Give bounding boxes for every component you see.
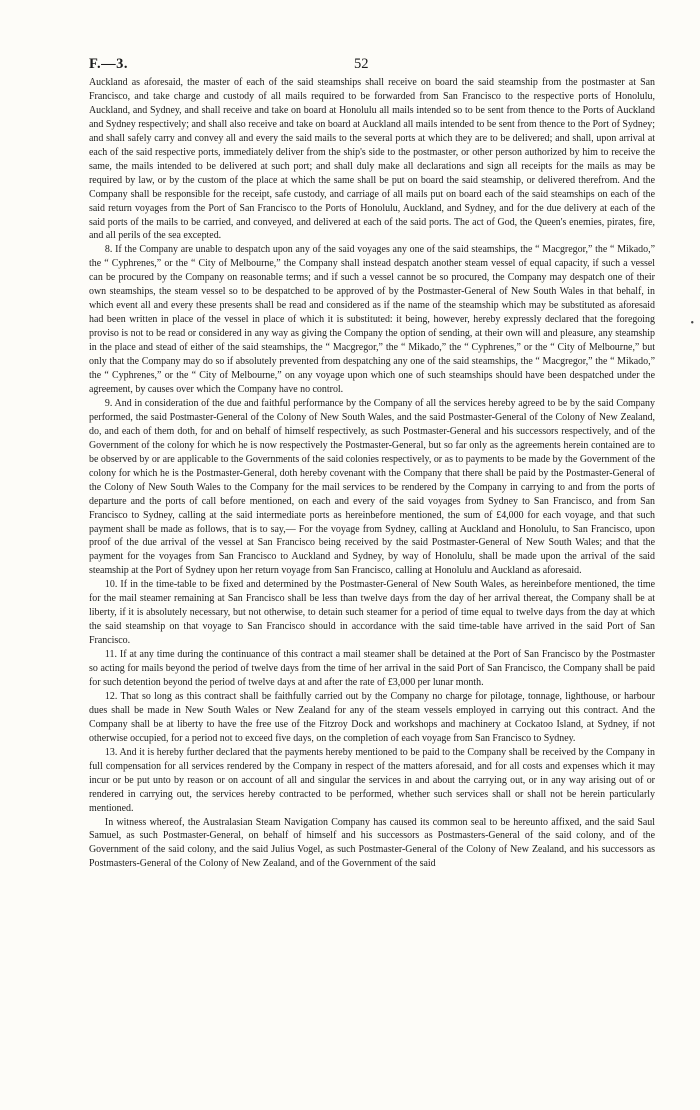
paragraph-clause-12: 12. That so long as this contract shall be faithfully carried out by the Company no charge for pilotage, tonnage, lighthouse, or harbour dues shall be made in New South Wales or New Zealand for any of the steam vessels employed in carrying out this contract. And the Company shall be at liberty to have the free use of the Fitzroy Dock and workshops and machinery at Cockatoo Island, at Sydney, if not otherwise occupied, for a period not to exceed five days, on the completion of each voyage from San Francisco to Sydney. [89, 690, 655, 744]
paragraph-clause-13: 13. And it is hereby further declared that the payments hereby mentioned to be paid to the Company shall be received by the Company in full compensation for all services rendered by the Company in respect of the matters aforesaid, and for all costs and expenses which it may incur or be put unto by reason or on account of all and singular the services in and about the carrying out, or in any way arising out of or rendered in carrying out, the services hereby contracted to be performed, whether such services shall or shall not be herein particularly mentioned. [89, 746, 655, 814]
document-reference: F.—3. [89, 56, 129, 72]
paragraph-witness: In witness whereof, the Australasian Steam Navigation Company has caused its common seal to be hereunto affixed, and the said Saul Samuel, as such Postmaster-General, on behalf of himself and his successors as Postmasters-General of the said colony, and of the Government of the said colony, and the said Julius Vogel, as such Postmaster-General of the Colony of New Zealand, and his successors as Postmasters-General of the Colony of New Zealand, and of the Government of the said [89, 816, 655, 870]
paragraph-continuation: Auckland as aforesaid, the master of each of the said steamships shall receive on board the said steamship from the postmaster at San Francisco, and take charge and custody of all mails required to be forwarded from San Francisco to the respective ports of Honolulu, Auckland, and Sydney, and shall receive and take on board at Honolulu all mails intended so to be sent from thence to the Ports of Auckland and Sydney respectively; and shall also receive and take on board at Auckland all mails intended to be sent from thence to the Port of Sydney; and shall safely carry and convey all and every the said mails to the several ports at which they are to be delivered; and shall, upon arrival at each of the said respective ports, immediately deliver from the ship's side to the postmaster, or other person authorized by him to receive the same, the mails intended to be delivered at such port; and shall duly make all declarations and sign all receipts for the mails as may be required by law, or by the custom of the place at which the same shall be put on board the said steamship, or delivered therefrom. And the Company shall be responsible for the receipt, safe custody, and carriage of all mails put on board each of the said steamships on each of the said return voyages from the Port of San Francisco to the Ports of Honolulu, Auckland, and Sydney, and for the due delivery at each of the said ports of the mails to be carried, and conveyed, and delivered at each of the said ports. The act of God, the Queen's enemies, pirates, fire, and all perils of the sea excepted. [89, 77, 655, 242]
page-number: 52 [354, 56, 369, 72]
paragraph-clause-9: 9. And in consideration of the due and faithful performance by the Company of all the services hereby agreed to be by the said Company performed, the said Postmaster-General of the Colony of New South Wales, and the said Postmaster-General of the Colony of New Zealand, do, and each of them doth, for and on behalf of himself respectively, as such Postmaster-General and his successors respectively, and of the Government of the colony for which he is now respectively the Postmaster-General, but so far only as the agreements herein contained are to be observed by or are applicable to the Governments of the said colonies respectively, or as to payments to be made by the Government of the colony for which he is the Postmaster-General, doth hereby covenant with the Company that there shall be paid by the Postmaster-General of the Colony of New South Wales to the Company for the mail services to be rendered by the Company in carrying to and from the ports of departure and the ports of call before mentioned, on each and every of the said voyages from Sydney to San Francisco, and from San Francisco to Sydney, calling at the said intermediate ports as hereinbefore mentioned, the sum of £4,000 for each voyage, and that such payment shall be made as follows, that is to say,— For the voyage from Sydney, calling at Auckland and Honolulu, to San Francisco, upon proof of the due arrival of the vessel at San Francisco being received by the said Postmaster-General of New South Wales; and that the payment for the voyages from San Francisco to Auckland and Sydney, by way of Honolulu, shall be made upon the arrival of the said steamship at the Port of Sydney upon her return voyage from San Francisco, calling at Honolulu and Auckland as aforesaid. [89, 397, 655, 577]
margin-dot-mark: • [690, 318, 694, 329]
document-body [89, 76, 655, 871]
paragraph-clause-8: 8. If the Company are unable to despatch upon any of the said voyages any one of the said steamships, the “ Macgregor,” the “ Mikado,” the “ Cyphrenes,” or the “ City of Melbourne,” the Company shall instead despatch another steam vessel of equal capacity, if such a vessel can be procured by the Company on reasonable terms; and if such a vessel cannot be so procured, the Company may despatch one of their own steamships, the steam vessel so to be despatched to be approved of by the Postmaster-General of New South Wales in that behalf, in which event all and every these presents shall be read and considered as if the name of the steamship which may be substituted as aforesaid had been written in place of the vessel in place of which it is substituted: it being, however, hereby expressly declared that the foregoing proviso is not to be read or considered in any way as giving the Company the option of sending, at their own will and pleasure, any steamship in the place and stead of either of the said steamships, the “ Macgregor,” the “ Mikado,” the “ Cyphrenes,” or the “ City of Melbourne,” but only that the Company may do so if absolutely prevented from despatching any one of the said steamships, the “ Macgregor,” the “ Mikado,” the “ Cyphrenes,” or the “ City of Melbourne,” on any voyage upon which one of such steamships should have been despatched under the agreement, by causes over which the Company have no control. [89, 244, 655, 395]
page-header [89, 0, 655, 72]
paragraph-clause-10: 10. If in the time-table to be fixed and determined by the Postmaster-General of New South Wales, as hereinbefore mentioned, the time for the mail steamer remaining at San Francisco shall be less than twelve days from the day of her arrival thereat, the Company shall be at liberty, if it is absolutely necessary, but not otherwise, to detain such steamer for a period of time equal to twelve days from the day at which the said steamship on that voyage to San Francisco should in accordance with the said time-table have arrived in the said Port of San Francisco. [89, 579, 655, 647]
paragraph-clause-11: 11. If at any time during the continuance of this contract a mail steamer shall be detained at the Port of San Francisco by the Postmaster so acting for mails beyond the period of twelve days from the time of her arrival in the said Port of San Francisco, the Company shall be paid for such detention beyond the period of twelve days at and after the rate of £3,000 per lunar month. [89, 649, 655, 688]
